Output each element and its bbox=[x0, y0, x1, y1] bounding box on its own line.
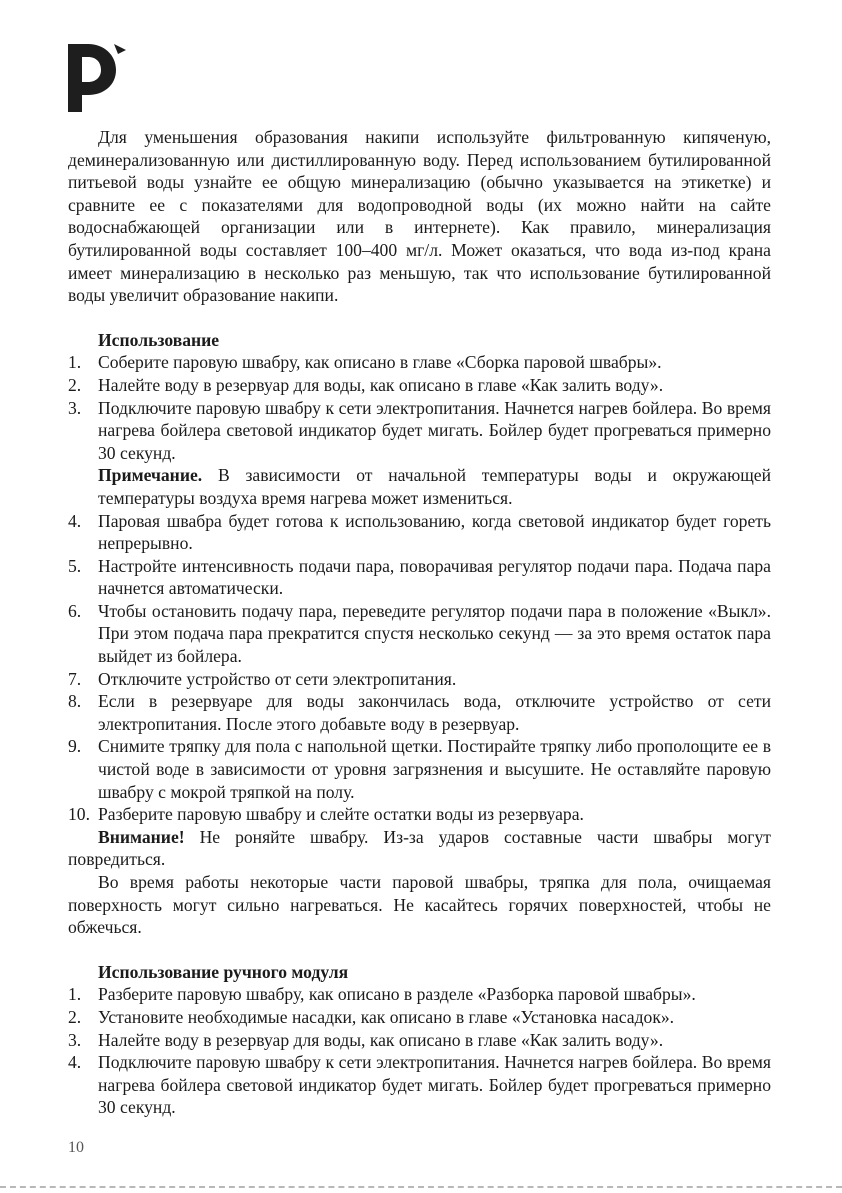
step-number: 1. bbox=[68, 984, 82, 1005]
step-number: 1. bbox=[68, 352, 82, 373]
list-item bbox=[68, 600, 771, 668]
page-content bbox=[68, 126, 771, 1119]
page-bottom-divider bbox=[0, 1186, 842, 1188]
list-item bbox=[68, 374, 771, 397]
step-text: Паровая швабра будет готова к использованию, когда световой индикатор будет гореть непрерывно. bbox=[98, 510, 771, 554]
list-item bbox=[68, 690, 771, 735]
step-text: Налейте воду в резервуар для воды, как описано в главе «Как залить воду». bbox=[98, 374, 664, 395]
section-heading-handheld: Использование ручного модуля bbox=[98, 961, 349, 982]
handheld-steps-list bbox=[68, 983, 771, 1119]
list-item bbox=[68, 803, 771, 826]
section-heading-usage: Использование bbox=[98, 329, 220, 350]
step-number: 8. bbox=[68, 691, 82, 712]
step-text: Установите необходимые насадки, как описано в главе «Установка насадок». bbox=[98, 1006, 675, 1027]
brand-p-logo-icon bbox=[66, 40, 130, 116]
list-item bbox=[68, 1051, 771, 1119]
step-text: Разберите паровую швабру и слейте остатки воды из резервуара. bbox=[98, 804, 584, 825]
note-text: В зависимости от начальной температуры воды и окружающей температуры воздуха время нагрева может измениться. bbox=[98, 465, 771, 508]
step-number: 4. bbox=[68, 510, 82, 531]
step-text: Подключите паровую швабру к сети электропитания. Начнется нагрев бойлера. Во время нагрева бойлера световой индикатор будет мигать. Бойлер будет прогреваться примерно 30 секунд. bbox=[98, 397, 771, 463]
step-text: Разберите паровую швабру, как описано в разделе «Разборка паровой швабры». bbox=[98, 984, 696, 1005]
step-number: 3. bbox=[68, 1029, 82, 1050]
list-item bbox=[68, 735, 771, 803]
hot-surface-paragraph: Во время работы некоторые части паровой швабры, тряпка для пола, очищаемая поверхность могут сильно нагреваться. Не касайтесь горячих поверхностей, чтобы не обжечься. bbox=[68, 872, 771, 938]
note-label: Примечание. bbox=[98, 465, 203, 486]
warning-label: Внимание! bbox=[98, 826, 185, 847]
note-paragraph bbox=[68, 464, 771, 509]
list-item bbox=[68, 668, 771, 691]
step-number: 2. bbox=[68, 374, 82, 395]
page-number: 10 bbox=[68, 1139, 84, 1156]
list-item bbox=[68, 510, 771, 555]
list-item bbox=[68, 397, 771, 465]
step-text: Подключите паровую швабру к сети электропитания. Начнется нагрев бойлера. Во время нагрева бойлера световой индикатор будет мигать. Бойлер будет прогреваться примерно 30 секунд. bbox=[98, 1052, 771, 1118]
step-number: 5. bbox=[68, 555, 82, 576]
usage-steps-list-continued bbox=[68, 510, 771, 826]
step-number: 10. bbox=[68, 804, 90, 825]
list-item bbox=[68, 1029, 771, 1052]
warning-text: Не роняйте швабру. Из-за ударов составные части швабры могут повредиться. bbox=[68, 826, 771, 870]
step-number: 4. bbox=[68, 1052, 82, 1073]
step-text: Отключите устройство от сети электропитания. bbox=[98, 668, 457, 689]
step-text: Настройте интенсивность подачи пара, поворачивая регулятор подачи пара. Подача пара начнется автоматически. bbox=[98, 555, 771, 599]
usage-steps-list bbox=[68, 351, 771, 464]
list-item bbox=[68, 983, 771, 1006]
step-number: 6. bbox=[68, 600, 82, 621]
list-item bbox=[68, 351, 771, 374]
step-text: Снимите тряпку для пола с напольной щетки. Постирайте тряпку либо прополощите ее в чистой воде в зависимости от уровня загрязнения и высушите. Не оставляйте паровую швабру с мокрой тряпкой на полу. bbox=[98, 736, 771, 802]
step-number: 3. bbox=[68, 397, 82, 418]
step-text: Соберите паровую швабру, как описано в главе «Сборка паровой швабры». bbox=[98, 352, 662, 373]
step-text: Чтобы остановить подачу пара, переведите регулятор подачи пара в положение «Выкл». При этом подача пара прекратится спустя несколько секунд — за это время остаток пара выйдет из бойлера. bbox=[98, 600, 771, 667]
step-number: 2. bbox=[68, 1006, 82, 1027]
list-item bbox=[68, 555, 771, 600]
list-item bbox=[68, 1006, 771, 1029]
step-text: Налейте воду в резервуар для воды, как описано в главе «Как залить воду». bbox=[98, 1029, 664, 1050]
step-number: 7. bbox=[68, 668, 82, 689]
warning-paragraph bbox=[68, 826, 771, 871]
step-number: 9. bbox=[68, 736, 82, 757]
intro-paragraph: Для уменьшения образования накипи используйте фильтрованную кипяченую, деминерализованную или дистиллированную воду. Перед использованием бутилированной питьевой воды узнайте ее общую минерализацию (обычно указывается на этикетке) и сравните ее с показателями для водопроводной воды (их можно найти на сайте водоснабжающей организации или в интернете). Как правило, минерализация бутилированной воды составляет 100–400 мг/л. Может оказаться, что вода из-под крана имеет минерализацию в несколько раз меньшую, так что использование бутилированной воды увеличит образование накипи. bbox=[68, 127, 771, 306]
step-text: Если в резервуаре для воды закончилась вода, отключите устройство от сети электропитания. После этого добавьте воду в резервуар. bbox=[98, 691, 771, 734]
